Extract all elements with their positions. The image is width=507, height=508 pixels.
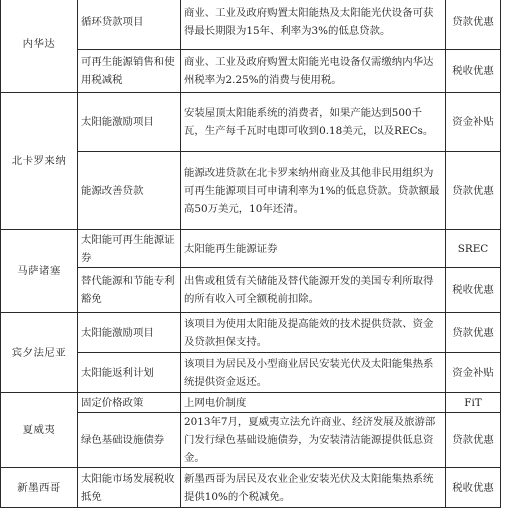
incentive-type-cell: 贷款优惠 <box>446 0 501 50</box>
table-row <box>1 313 501 353</box>
program-cell: 太阳能返利计划 <box>78 353 181 393</box>
incentive-type-cell: 贷款优惠 <box>446 152 501 230</box>
description-cell: 商业、工业及政府购置太阳能热及太阳能光伏设备可获得最长期限为15年、利率为3%的低息贷款。 <box>181 0 446 50</box>
incentive-type-cell: 贷款优惠 <box>446 313 501 353</box>
program-cell: 太阳能激励项目 <box>78 93 181 152</box>
description-cell: 新墨西哥为居民及农业企业安装光伏及太阳能集热系统提供10%的个税减免。 <box>181 468 446 508</box>
description-cell: 出售或租赁有关储能及替代能源开发的美国专利所取得的所有收入可全额税前扣除。 <box>181 268 446 313</box>
program-cell: 循环贷款项目 <box>78 0 181 50</box>
incentive-type-cell: 资金补贴 <box>446 93 501 152</box>
incentive-type-cell: SREC <box>446 230 501 268</box>
program-cell: 可再生能源销售和使用税减税 <box>78 50 181 93</box>
description-cell: 2013年7月，夏威夷立法允许商业、经济发展及旅游部门发行绿色基础设施债券，为安装清洁能源提供低息资金。 <box>181 413 446 468</box>
table-row <box>1 93 501 152</box>
incentive-type-cell: FiT <box>446 393 501 413</box>
description-cell: 安装屋顶太阳能系统的消费者，如果产能达到500千瓦，生产每千瓦时电即可收到0.18美元，以及RECs。 <box>181 93 446 152</box>
description-cell: 能源改进贷款在北卡罗来纳州商业及其他非民用组织为可再生能源项目可申请利率为1%的低息贷款。贷款额最高50万美元，10年还清。 <box>181 152 446 230</box>
incentive-type-cell: 税收优惠 <box>446 468 501 508</box>
state-cell: 内华达 <box>1 0 78 93</box>
description-cell: 上网电价制度 <box>181 393 446 413</box>
state-cell: 夏威夷 <box>1 393 78 468</box>
program-cell: 绿色基础设施债券 <box>78 413 181 468</box>
program-cell: 固定价格政策 <box>78 393 181 413</box>
state-cell: 马萨诸塞 <box>1 230 78 313</box>
incentive-type-cell: 资金补贴 <box>446 353 501 393</box>
program-cell: 太阳能激励项目 <box>78 313 181 353</box>
table-row <box>1 230 501 268</box>
description-cell: 太阳能再生能源证券 <box>181 230 446 268</box>
program-cell: 能源改善贷款 <box>78 152 181 230</box>
incentive-type-cell: 税收优惠 <box>446 268 501 313</box>
table-row <box>1 393 501 413</box>
incentive-type-cell: 税收优惠 <box>446 50 501 93</box>
state-cell: 宾夕法尼亚 <box>1 313 78 393</box>
table-row <box>1 468 501 508</box>
description-cell: 商业、工业及政府购置太阳能光电设备仅需缴纳内华达州税率为2.25%的消费与使用税。 <box>181 50 446 93</box>
program-cell: 太阳能可再生能源证券 <box>78 230 181 268</box>
program-cell: 替代能源和节能专利豁免 <box>78 268 181 313</box>
state-cell: 新墨西哥 <box>1 468 78 508</box>
table-row <box>1 0 501 50</box>
program-cell: 太阳能市场发展税收抵免 <box>78 468 181 508</box>
incentive-type-cell: 贷款优惠 <box>446 413 501 468</box>
description-cell: 该项目为居民及小型商业居民安装光伏及太阳能集热系统提供资金返还。 <box>181 353 446 393</box>
description-cell: 该项目为使用太阳能及提高能效的技术提供贷款、资金及贷款担保支持。 <box>181 313 446 353</box>
state-cell: 北卡罗来纳 <box>1 93 78 230</box>
